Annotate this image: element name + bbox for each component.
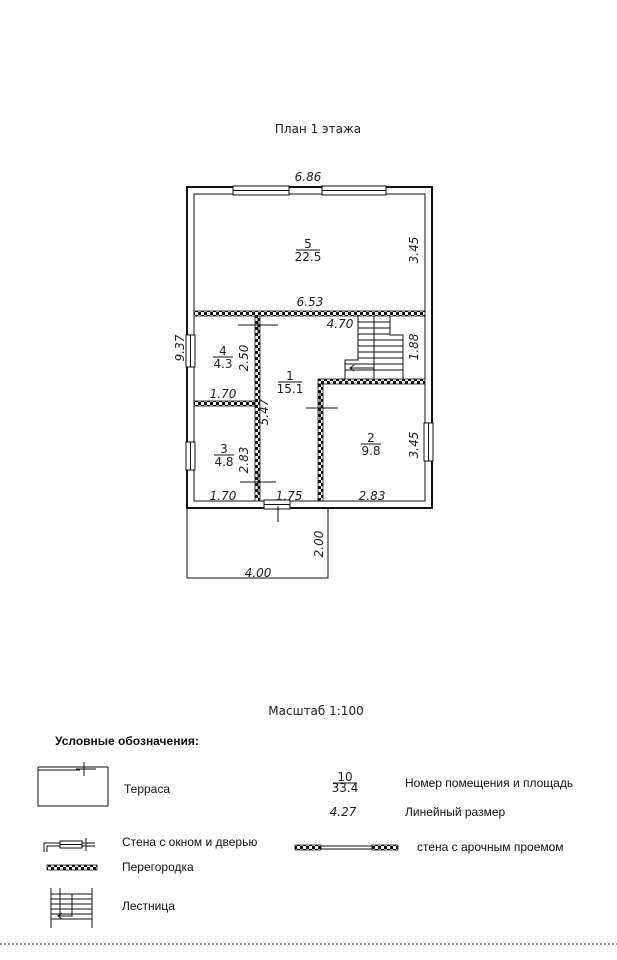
dim-room4-height: 2.50 <box>237 344 251 372</box>
room-4-label <box>213 344 233 371</box>
dim-left-height: 9.37 <box>173 334 187 362</box>
legend-title: Условные обозначения: <box>55 734 199 748</box>
dim-terrace-depth: 2.00 <box>312 530 326 558</box>
dim-terrace-width: 4.00 <box>244 566 272 580</box>
stairs <box>345 316 403 379</box>
legend-room-number-area-label: Номер помещения и площадь <box>405 776 574 790</box>
scale-label: Масштаб 1:100 <box>268 704 364 718</box>
dim-top-width: 6.86 <box>294 170 322 184</box>
windows <box>186 186 433 470</box>
dim-corridor-height: 5.47 <box>257 398 271 426</box>
legend-terrace-label: Терраса <box>124 782 171 796</box>
legend-wall-window-door-symbol <box>44 838 95 852</box>
dim-room3-width: 1.70 <box>209 489 237 503</box>
legend <box>38 734 573 928</box>
legend-stairs-label: Лестница <box>122 899 175 913</box>
legend-room-number-sample: 10 <box>337 770 353 784</box>
room-area: 22.5 <box>294 250 322 264</box>
legend-partition-symbol <box>47 865 97 870</box>
legend-partition-label: Перегородка <box>122 860 194 874</box>
room-2-label <box>361 431 381 458</box>
dim-room3-height: 2.83 <box>237 446 251 474</box>
dim-stair-height: 1.88 <box>407 333 421 361</box>
dim-room5-height: 3.45 <box>407 236 421 264</box>
dim-corridor-width: 1.75 <box>275 489 303 503</box>
dim-inner-width: 6.53 <box>296 295 324 309</box>
room-area: 4.8 <box>214 455 234 469</box>
room-area: 9.8 <box>361 444 381 458</box>
room-3-label <box>214 442 234 469</box>
legend-room-area-sample: 33.4 <box>331 781 359 795</box>
dim-stair-width: 4.70 <box>326 317 354 331</box>
room-1-label <box>277 369 304 396</box>
legend-linear-size-label: Линейный размер <box>405 805 506 819</box>
dim-room4-width: 1.70 <box>209 387 237 401</box>
room-number: 5 <box>304 237 312 251</box>
legend-arched-wall-label: стена с арочным проемом <box>417 840 564 854</box>
dim-room2-height: 3.45 <box>407 431 421 459</box>
dim-room2-width: 2.83 <box>358 489 386 503</box>
legend-terrace-symbol <box>38 762 108 806</box>
room-5-label <box>295 237 322 264</box>
room-number: 4 <box>219 344 227 358</box>
dimension-labels <box>173 170 421 580</box>
room-number: 3 <box>220 442 228 456</box>
room-area: 4.3 <box>213 357 233 371</box>
plan-title: План 1 этажа <box>274 122 362 136</box>
legend-room-sample <box>332 770 359 795</box>
legend-linear-sample: 4.27 <box>329 805 357 819</box>
legend-wall-window-door-label: Стена с окном и дверью <box>122 835 258 849</box>
legend-stairs-symbol <box>51 888 92 928</box>
legend-arched-wall-symbol <box>295 845 398 850</box>
room-number: 2 <box>367 431 375 445</box>
room-number: 1 <box>286 369 294 383</box>
room-area: 15.1 <box>276 382 304 396</box>
